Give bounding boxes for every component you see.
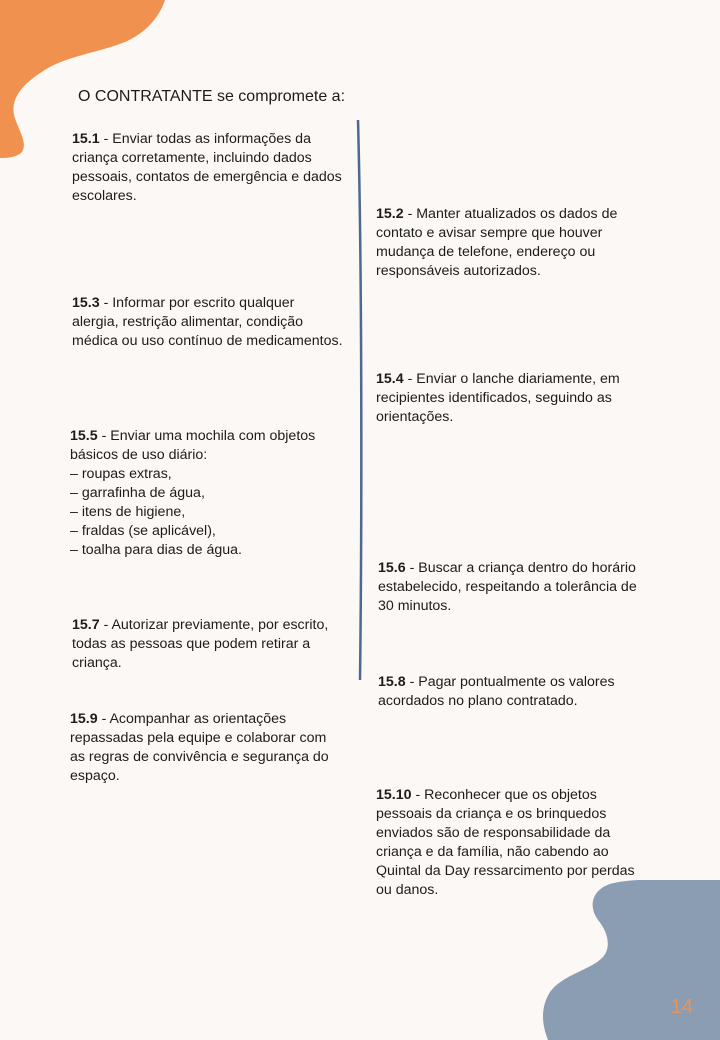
- list-item: – toalha para dias de água.: [70, 542, 242, 558]
- page-number: 14: [670, 996, 693, 1018]
- list-item: – garrafinha de água,: [70, 485, 205, 501]
- section-heading: O CONTRATANTE se compromete a:: [78, 88, 346, 105]
- clause-number: 15.2: [376, 206, 404, 222]
- clause-number: 15.6: [378, 560, 406, 576]
- clause-15-9: [70, 710, 342, 786]
- column-divider: [352, 120, 368, 680]
- list-item: – roupas extras,: [70, 466, 172, 482]
- clause-text: - Informar por escrito qualquer alergia, restrição alimentar, condição médica ou uso contínuo de medicamentos.: [72, 295, 343, 349]
- list-item: – itens de higiene,: [70, 504, 186, 520]
- clause-text: - Acompanhar as orientações repassadas pela equipe e colaborar com as regras de convivência e segurança do espaço.: [70, 711, 329, 784]
- clause-number: 15.5: [70, 428, 98, 444]
- clause-15-7: [72, 616, 344, 673]
- clause-text: - Pagar pontualmente os valores acordados no plano contratado.: [378, 674, 615, 709]
- clause-text: - Autorizar previamente, por escrito, todas as pessoas que podem retirar a criança.: [72, 617, 329, 671]
- list-item: – fraldas (se aplicável),: [70, 523, 216, 539]
- clause-15-1: [72, 130, 344, 206]
- clause-number: 15.9: [70, 711, 98, 727]
- clause-15-3: [72, 294, 344, 351]
- clause-number: 15.7: [72, 617, 100, 633]
- clause-text: - Enviar o lanche diariamente, em recipientes identificados, seguindo as orientações.: [376, 371, 620, 425]
- clause-text: - Enviar todas as informações da criança corretamente, incluindo dados pessoais, contatos de emergência e dados escolares.: [72, 131, 342, 204]
- clause-number: 15.1: [72, 131, 100, 147]
- clause-15-5: [70, 427, 342, 560]
- clause-number: 15.3: [72, 295, 100, 311]
- clause-15-8: [378, 673, 650, 711]
- clause-text: - Buscar a criança dentro do horário estabelecido, respeitando a tolerância de 30 minutos.: [378, 560, 637, 614]
- clause-text: - Enviar uma mochila com objetos básicos de uso diário:: [70, 428, 316, 463]
- slate-corner-blob: [540, 880, 720, 1040]
- clause-text: - Reconhecer que os objetos pessoais da criança e os brinquedos enviados são de responsabilidade da criança e da família, não cabendo ao Quintal da Day ressarcimento por perdas ou danos.: [376, 787, 635, 898]
- clause-15-2: [376, 205, 648, 281]
- clause-number: 15.10: [376, 787, 412, 803]
- clause-15-4: [376, 370, 648, 427]
- clause-15-10: [376, 786, 648, 900]
- clause-text: - Manter atualizados os dados de contato e avisar sempre que houver mudança de telefone, endereço ou responsáveis autorizados.: [376, 206, 618, 279]
- clause-15-6: [378, 559, 650, 616]
- clause-number: 15.8: [378, 674, 406, 690]
- clause-number: 15.4: [376, 371, 404, 387]
